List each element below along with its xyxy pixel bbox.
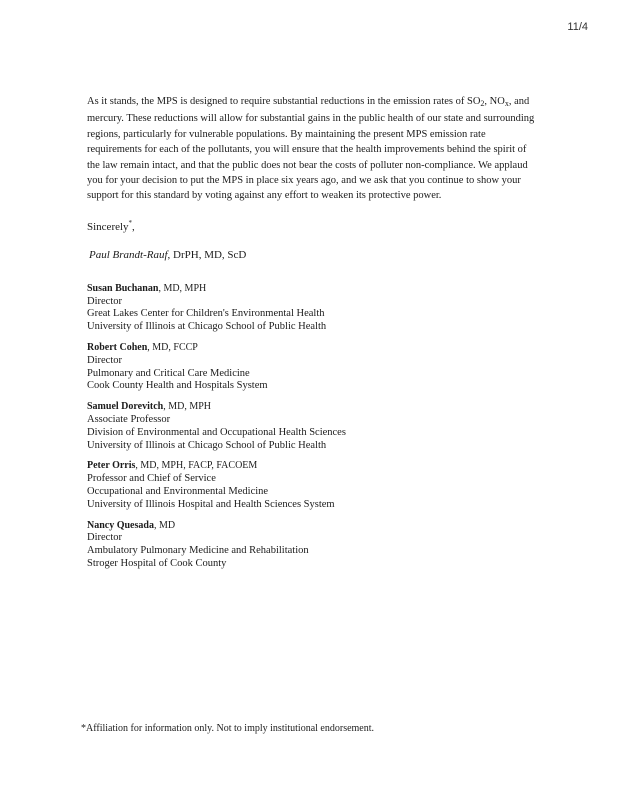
signatory-institution: University of Illinois Hospital and Health Sciences System (87, 498, 335, 510)
primary-signatory (89, 249, 537, 261)
signatory-department: Division of Environmental and Occupational Health Sciences (87, 426, 346, 438)
body-paragraph (87, 94, 537, 204)
signatory-credentials: , MD, FCCP (147, 342, 198, 354)
signatory-name-text: Susan Buchanan (87, 282, 159, 294)
signatory-institution: Stroger Hospital of Cook County (87, 557, 227, 569)
signatory-credentials: , MD, MPH (158, 282, 207, 294)
signatory-institution: University of Illinois at Chicago School of Public Health (87, 321, 327, 333)
body-text-part-2: , NO (484, 96, 505, 107)
letter-content (87, 94, 537, 579)
signatory-department: Ambulatory Pulmonary Medicine and Rehabilitation (87, 545, 309, 557)
closing-marker: * (128, 218, 133, 227)
signatory (87, 401, 537, 452)
signatory-title: Associate Professor (87, 414, 171, 426)
closing-text: Sincerely (87, 220, 129, 233)
body-text-part-3: , and mercury. These reductions will allow for substantial gains in the public health of our state and surrounding regions, particularly for vulnerable populations. By maintaining the present MPS emission rate requirements for each of the pollutants, you will ensure that the health improvements behind the spirit of the law remain intact, and that the public does not bear the costs of polluter non-compliance. We applaud you for your decision to put the MPS in place six years ago, and we ask that you continue to show your support for this standard by voting against any effort to weaken its protective power. (87, 96, 535, 202)
signatory-name-text: Robert Cohen (87, 342, 148, 354)
signatory-name (87, 401, 537, 414)
signatory-name-text: Samuel Dorevitch (87, 401, 164, 413)
body-text-part-1: As it stands, the MPS is designed to require substantial reductions in the emission rates of SO (87, 96, 481, 107)
signatory-name-text: Peter Orris (87, 460, 136, 472)
signatory-credentials: , MD (153, 519, 176, 531)
page-number: 11/4 (567, 21, 588, 33)
signatory (87, 460, 537, 511)
signatory-name (87, 460, 537, 473)
signatory-name (87, 283, 537, 296)
signatory-title: Director (87, 354, 122, 366)
footnote: *Affiliation for information only. Not to imply institutional endorsement. (81, 723, 375, 734)
primary-signatory-credentials: , DrPH, MD, ScD (167, 248, 247, 261)
signatory-credentials: , MD, MPH, FACP, FACOEM (135, 460, 258, 472)
signatory (87, 520, 537, 571)
signatory-name (87, 342, 537, 355)
signatory-institution: University of Illinois at Chicago School of Public Health (87, 439, 327, 451)
so2-subscript: 2 (480, 99, 485, 108)
signatory (87, 283, 537, 334)
signatory-list (87, 283, 537, 571)
signatory-name (87, 520, 537, 533)
signatory (87, 342, 537, 393)
primary-signatory-name: Paul Brandt-Rauf (89, 248, 168, 261)
signatory-title: Director (87, 532, 122, 544)
signatory-institution: Cook County Health and Hospitals System (87, 380, 268, 392)
signatory-name-text: Nancy Quesada (87, 519, 154, 531)
signatory-department: Pulmonary and Critical Care Medicine (87, 367, 250, 379)
signatory-department: Great Lakes Center for Children's Environmental Health (87, 308, 325, 320)
signatory-credentials: , MD, MPH (163, 401, 211, 413)
closing (87, 219, 537, 233)
signatory-title: Professor and Chief of Service (87, 473, 216, 485)
nox-subscript: x (504, 99, 509, 108)
closing-punct: , (132, 220, 135, 233)
signatory-title: Director (87, 295, 122, 307)
signatory-department: Occupational and Environmental Medicine (87, 486, 269, 497)
